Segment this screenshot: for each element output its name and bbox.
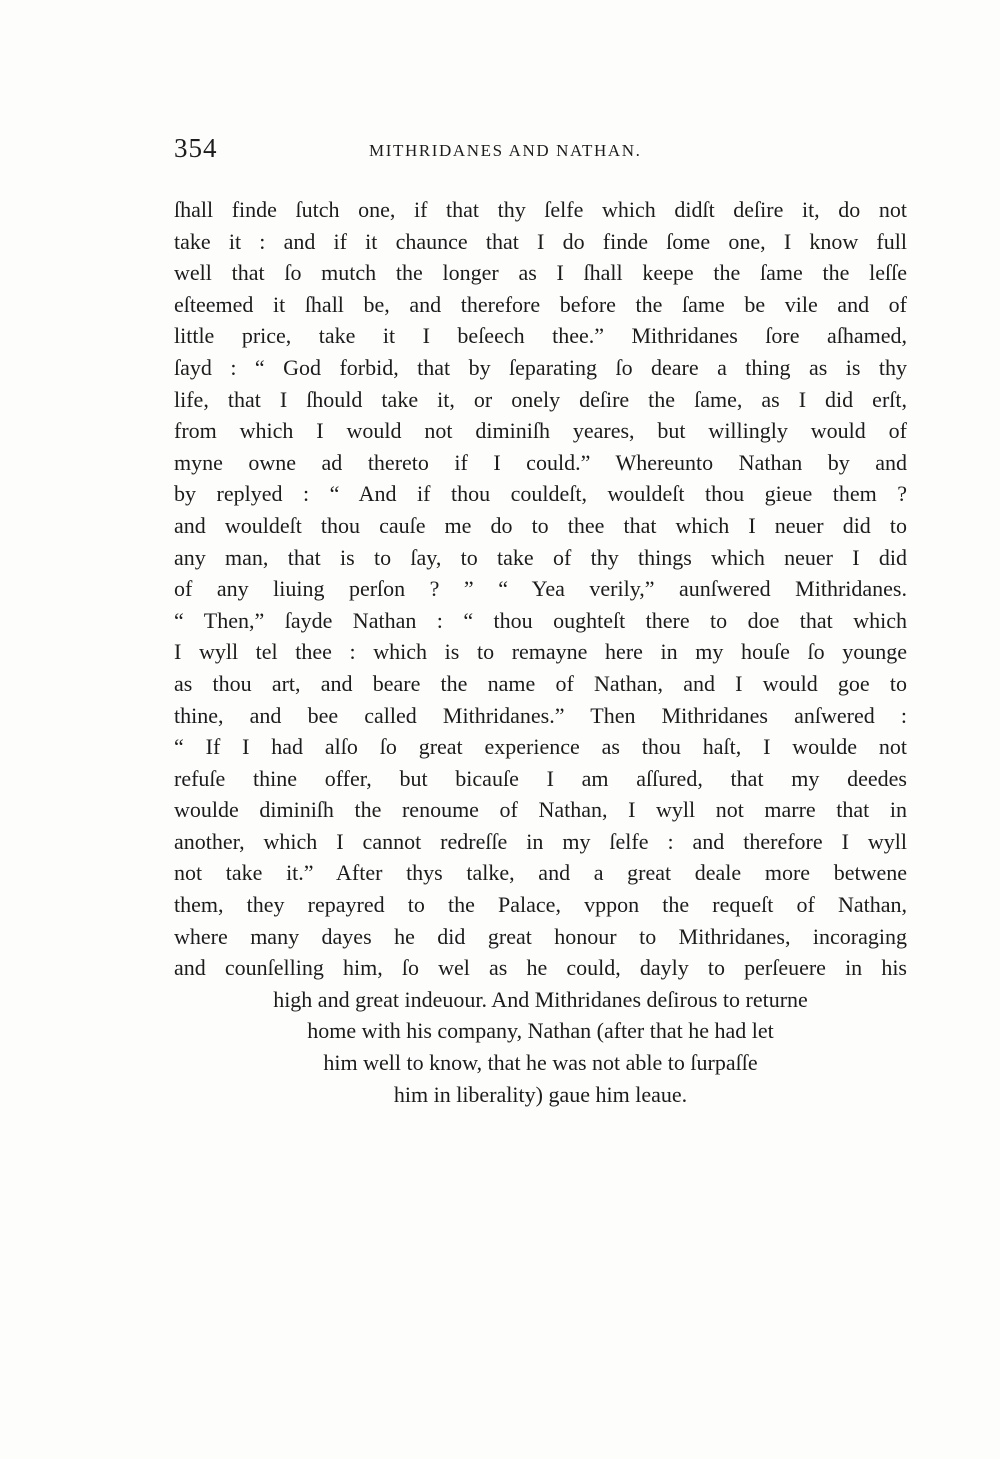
text-line: by replyed : “ And if thou couldeſt, wouldeſt thou gieue them ? (174, 481, 907, 507)
text-line: “ Then,” ſayde Nathan : “ thou oughteſt there to doe that which (174, 607, 907, 633)
text-line: any man, that is to ſay, to take of thy things which neuer I did (174, 544, 907, 570)
text-line: him well to know, that he was not able to ſurpaſſe (323, 1050, 758, 1076)
text-line: eſteemed it ſhall be, and therefore before the ſame be vile and of (174, 291, 907, 317)
text-line: home with his company, Nathan (after that he had let (307, 1018, 774, 1044)
text-line: from which I would not diminiſh yeares, but willingly would of (174, 418, 907, 444)
text-line: life, that I ſhould take it, or onely deſire the ſame, as I did erſt, (174, 386, 907, 412)
text-line: ſhall finde ſutch one, if that thy ſelfe which didſt deſire it, do not (174, 197, 907, 222)
text-line: and counſelling him, ſo wel as he could, dayly to perſeuere in his (174, 955, 907, 981)
body-text (174, 194, 907, 1110)
text-line: little price, take it I beſeech thee.” Mithridanes ſore aſhamed, (174, 323, 907, 349)
text-line: ſayd : “ God forbid, that by ſeparating ſo deare a thing as is thy (174, 354, 907, 380)
text-line: I wyll tel thee : which is to remayne here in my houſe ſo younge (174, 639, 907, 665)
text-line: woulde diminiſh the renoume of Nathan, I wyll not marre that in (174, 797, 907, 823)
text-line: thine, and bee called Mithridanes.” Then Mithridanes anſwered : (174, 702, 907, 728)
text-line: not take it.” After thys talke, and a great deale more betwene (174, 860, 907, 886)
text-line: high and great indeuour. And Mithridanes deſirous to returne (273, 986, 808, 1012)
text-line: them, they repayred to the Palace, vppon the requeſt of Nathan, (174, 892, 907, 918)
text-line: of any liuing perſon ? ” “ Yea verily,” aunſwered Mithridanes. (174, 576, 907, 602)
text-line: where many dayes he did great honour to Mithridanes, incoraging (174, 923, 907, 949)
text-line: “ If I had alſo ſo great experience as thou haſt, I woulde not (174, 734, 907, 760)
text-line: another, which I cannot redreſſe in my ſelfe : and therefore I wyll (174, 828, 907, 854)
text-line: take it : and if it chaunce that I do finde ſome one, I know full (174, 228, 907, 254)
text-line: myne owne ad thereto if I could.” Whereunto Nathan by and (174, 449, 907, 475)
running-title: MITHRIDANES AND NATHAN. (369, 141, 642, 160)
text-line: as thou art, and beare the name of Nathan, and I would goe to (174, 670, 907, 696)
running-head (174, 133, 909, 167)
text-line: him in liberality) gaue him leaue. (393, 1081, 688, 1107)
text-line: and wouldeſt thou cauſe me do to thee that which I neuer did to (174, 512, 907, 538)
page-number: 354 (174, 133, 218, 163)
text-line: refuſe thine offer, but bicauſe I am aſſured, that my deedes (174, 765, 907, 791)
text-line: well that ſo mutch the longer as I ſhall keepe the ſame the leſſe (174, 260, 907, 286)
